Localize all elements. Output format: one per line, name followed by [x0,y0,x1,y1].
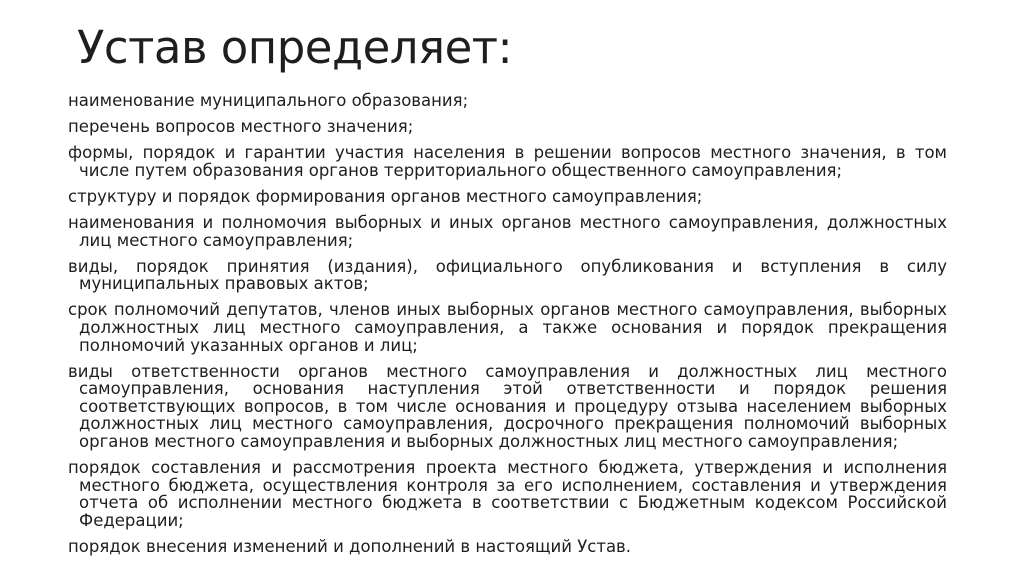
list-item-legal-acts: виды, порядок принятия (издания), официального опубликования и вступления в силу муниципальных правовых актов; [68,256,947,294]
list-item-budget: порядок составления и рассмотрения проекта местного бюджета, утверждения и исполнения местного бюджета, осуществления контроля за его исполнением, составления и утверждения отчета об исполнении местного бюджета в соответствии с Бюджетным кодексом Российской Федерации; [68,458,947,530]
list-item-bodies-powers: наименования и полномочия выборных и иных органов местного самоуправления, должностных лиц местного самоуправления; [68,212,947,250]
list-item-amendments: порядок внесения изменений и дополнений в настоящий Устав. [68,536,632,556]
list-item-term-of-office: срок полномочий депутатов, членов иных выборных органов местного самоуправления, выборных должностных лиц местного самоуправления, а также основания и порядок прекращения полномочий указанных органов и лиц; [68,300,947,355]
list-item-structure: структуру и порядок формирования органов местного самоуправления; [68,186,703,206]
list-item-participation-forms: формы, порядок и гарантии участия населения в решении вопросов местного значения, в том числе путем образования органов территориального общественного самоуправления; [68,143,947,180]
list-item-charter-name: наименование муниципального образования; [68,91,469,110]
slide-body-list [68,91,947,556]
slide-title: Устав определяет: [77,21,513,74]
list-item-responsibility: виды ответственности органов местного самоуправления и должностных лиц местного самоуправления, основания наступления этой ответственности и порядок решения соответствующих вопросов, в том числе основания и процедуру отзыва населением выборных должностных лиц местного самоуправления, досрочного прекращения полномочий выборных органов местного самоуправления и выборных должностных лиц местного самоуправления; [68,361,947,451]
list-item-local-issues: перечень вопросов местного значения; [68,117,414,137]
